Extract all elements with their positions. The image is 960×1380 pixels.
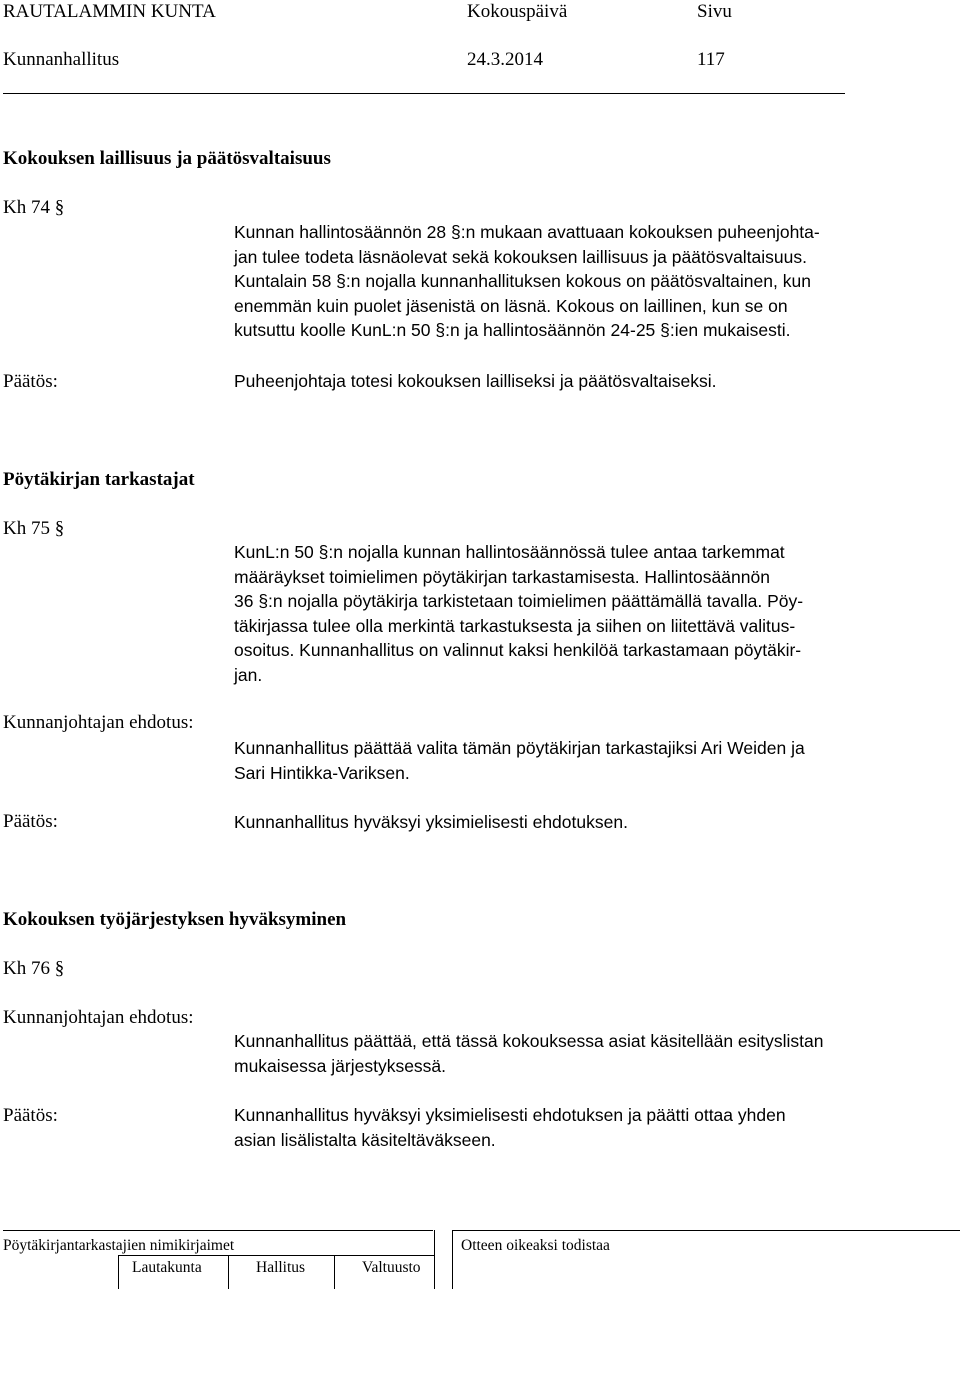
footer-divider-5: [452, 1230, 453, 1289]
page-label: Sivu: [697, 1, 732, 22]
section-number: Kh 74 §: [3, 197, 65, 218]
decision-text: Kunnanhallitus hyväksyi yksimielisesti ehdotuksen.: [234, 812, 628, 832]
proposal-text: Kunnanhallitus päättää, että tässä kokouksessa asiat käsitellään esityslistan mukaisessa järjestyksessä.: [234, 1031, 824, 1076]
decision-label: Päätös:: [3, 811, 58, 832]
footer-mid-line: [118, 1255, 434, 1256]
section-text: KunL:n 50 §:n nojalla kunnan hallintosäännössä tulee antaa tarkemmat määräykset toimielimen pöytäkirjan tarkastamisesta. Hallintosäännön 36 §:n nojalla pöytäkirja tarkistetaan toimielimen päättämällä tavalla. Pöy- täkirjassa tulee olla merkintä tarkastuksesta ja siihen on liitettävä valitus- osoitus. Kunnanhallitus on valinnut kaksi henkilöä tarkastamaan pöytäkir- jan.: [234, 542, 804, 685]
body-name: Kunnanhallitus: [3, 49, 120, 70]
date-label: Kokouspäivä: [467, 1, 568, 22]
decision-text: Kunnanhallitus hyväksyi yksimielisesti ehdotuksen ja päätti ottaa yhden asian lisälistalta käsiteltäväkseen.: [234, 1105, 786, 1150]
header-divider: [3, 93, 845, 94]
column-lautakunta: Lautakunta: [132, 1259, 202, 1276]
footer-divider-4: [434, 1230, 435, 1289]
section-text: Kunnan hallintosäännön 28 §:n mukaan avattuaan kokouksen puheenjohta- jan tulee todeta läsnäolevat sekä kokouksen laillisuus ja päätösvaltaisuus. Kuntalain 58 §:n nojalla kunnanhallituksen kokous on päätösvaltainen, kun enemmän kuin puolet jäsenistä on läsnä. Kokous on laillinen, kun se on kutsuttu koolle KunL:n 50 §:n ja hallintosäännön 24-25 §:ien mukaisesti.: [234, 222, 820, 340]
certified-label: Otteen oikeaksi todistaa: [461, 1237, 610, 1254]
section-title: Kokouksen työjärjestyksen hyväksyminen: [3, 909, 347, 930]
proposal-label: Kunnanjohtajan ehdotus:: [3, 712, 194, 733]
meeting-date: 24.3.2014: [467, 49, 543, 70]
page-number: 117: [697, 49, 725, 70]
column-valtuusto: Valtuusto: [362, 1259, 421, 1276]
footer-divider-3: [334, 1255, 335, 1289]
footer-top-line-left: [3, 1230, 433, 1231]
footer-divider-1: [118, 1255, 119, 1289]
footer-top-line-right: [452, 1230, 960, 1231]
section-number: Kh 76 §: [3, 958, 65, 979]
section-number: Kh 75 §: [3, 518, 65, 539]
column-hallitus: Hallitus: [256, 1259, 306, 1276]
footer-divider-2: [228, 1255, 229, 1289]
section-title: Kokouksen laillisuus ja päätösvaltaisuus: [3, 148, 331, 169]
proposal-label: Kunnanjohtajan ehdotus:: [3, 1007, 194, 1028]
decision-text: Puheenjohtaja totesi kokouksen lailliseksi ja päätösvaltaiseksi.: [234, 371, 717, 391]
decision-label: Päätös:: [3, 371, 58, 392]
section-title: Pöytäkirjan tarkastajat: [3, 469, 195, 490]
proposal-text: Kunnanhallitus päättää valita tämän pöytäkirjan tarkastajiksi Ari Weiden ja Sari Hintikka-Variksen.: [234, 738, 805, 783]
decision-label: Päätös:: [3, 1105, 58, 1126]
org-name: RAUTALAMMIN KUNTA: [3, 1, 216, 22]
initials-label: Pöytäkirjantarkastajien nimikirjaimet: [3, 1237, 235, 1254]
